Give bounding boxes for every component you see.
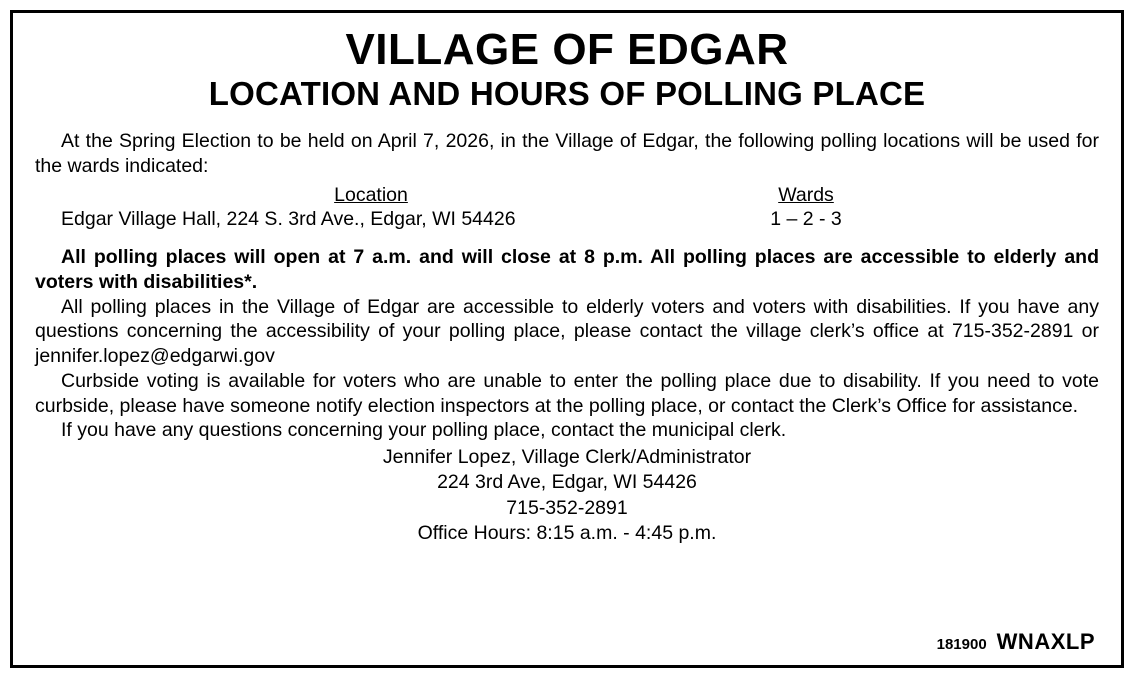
polling-table-header: [35, 183, 1099, 208]
column-header-location: Location: [334, 183, 408, 206]
clerk-contact-block: [35, 445, 1099, 546]
cell-location: Edgar Village Hall, 224 S. 3rd Ave., Edgar, WI 54426: [61, 208, 516, 231]
intro-paragraph: At the Spring Election to be held on April 7, 2026, in the Village of Edgar, the following polling locations will be used for the wards indicated:: [35, 130, 1099, 177]
page-subtitle: LOCATION AND HOURS OF POLLING PLACE: [208, 75, 926, 113]
cell-wards: 1 – 2 - 3: [770, 208, 842, 231]
page-title: VILLAGE OF EDGAR: [345, 25, 789, 74]
table-row: [35, 207, 1099, 232]
notice-footer: [35, 629, 1099, 657]
curbside-paragraph: Curbside voting is available for voters who are unable to enter the polling place due to disability. If you need to vote curbside, please have someone notify election inspectors at the polling place, or contact the Clerk’s Office for assistance.: [35, 369, 1099, 417]
hours-statement: All polling places will open at 7 a.m. and will close at 8 p.m. All polling places are accessible to elderly and voters with disabilities*.: [35, 246, 1099, 293]
title-block: [35, 27, 1099, 113]
notice-body: [35, 129, 1099, 546]
notice-border: [10, 10, 1124, 668]
column-header-wards: Wards: [778, 183, 834, 206]
clerk-phone: 715-352-2891: [506, 496, 628, 519]
clerk-office-hours: Office Hours: 8:15 a.m. - 4:45 p.m.: [417, 522, 717, 545]
clerk-name-title: Jennifer Lopez, Village Clerk/Administrator: [382, 446, 752, 469]
wnaxlp-code: WNAXLP: [996, 629, 1095, 654]
clerk-address: 224 3rd Ave, Edgar, WI 54426: [437, 471, 697, 494]
questions-paragraph: If you have any questions concerning your polling place, contact the municipal clerk.: [61, 419, 787, 442]
ad-number: 181900: [936, 636, 987, 653]
accessibility-paragraph: All polling places in the Village of Edgar are accessible to elderly voters and voters with disabilities. If you have any questions concerning the accessibility of your polling place, please contact the village clerk’s office at 715-352-2891 or jennifer.lopez@edgarwi.gov: [35, 295, 1099, 368]
spacer: [35, 232, 1099, 245]
